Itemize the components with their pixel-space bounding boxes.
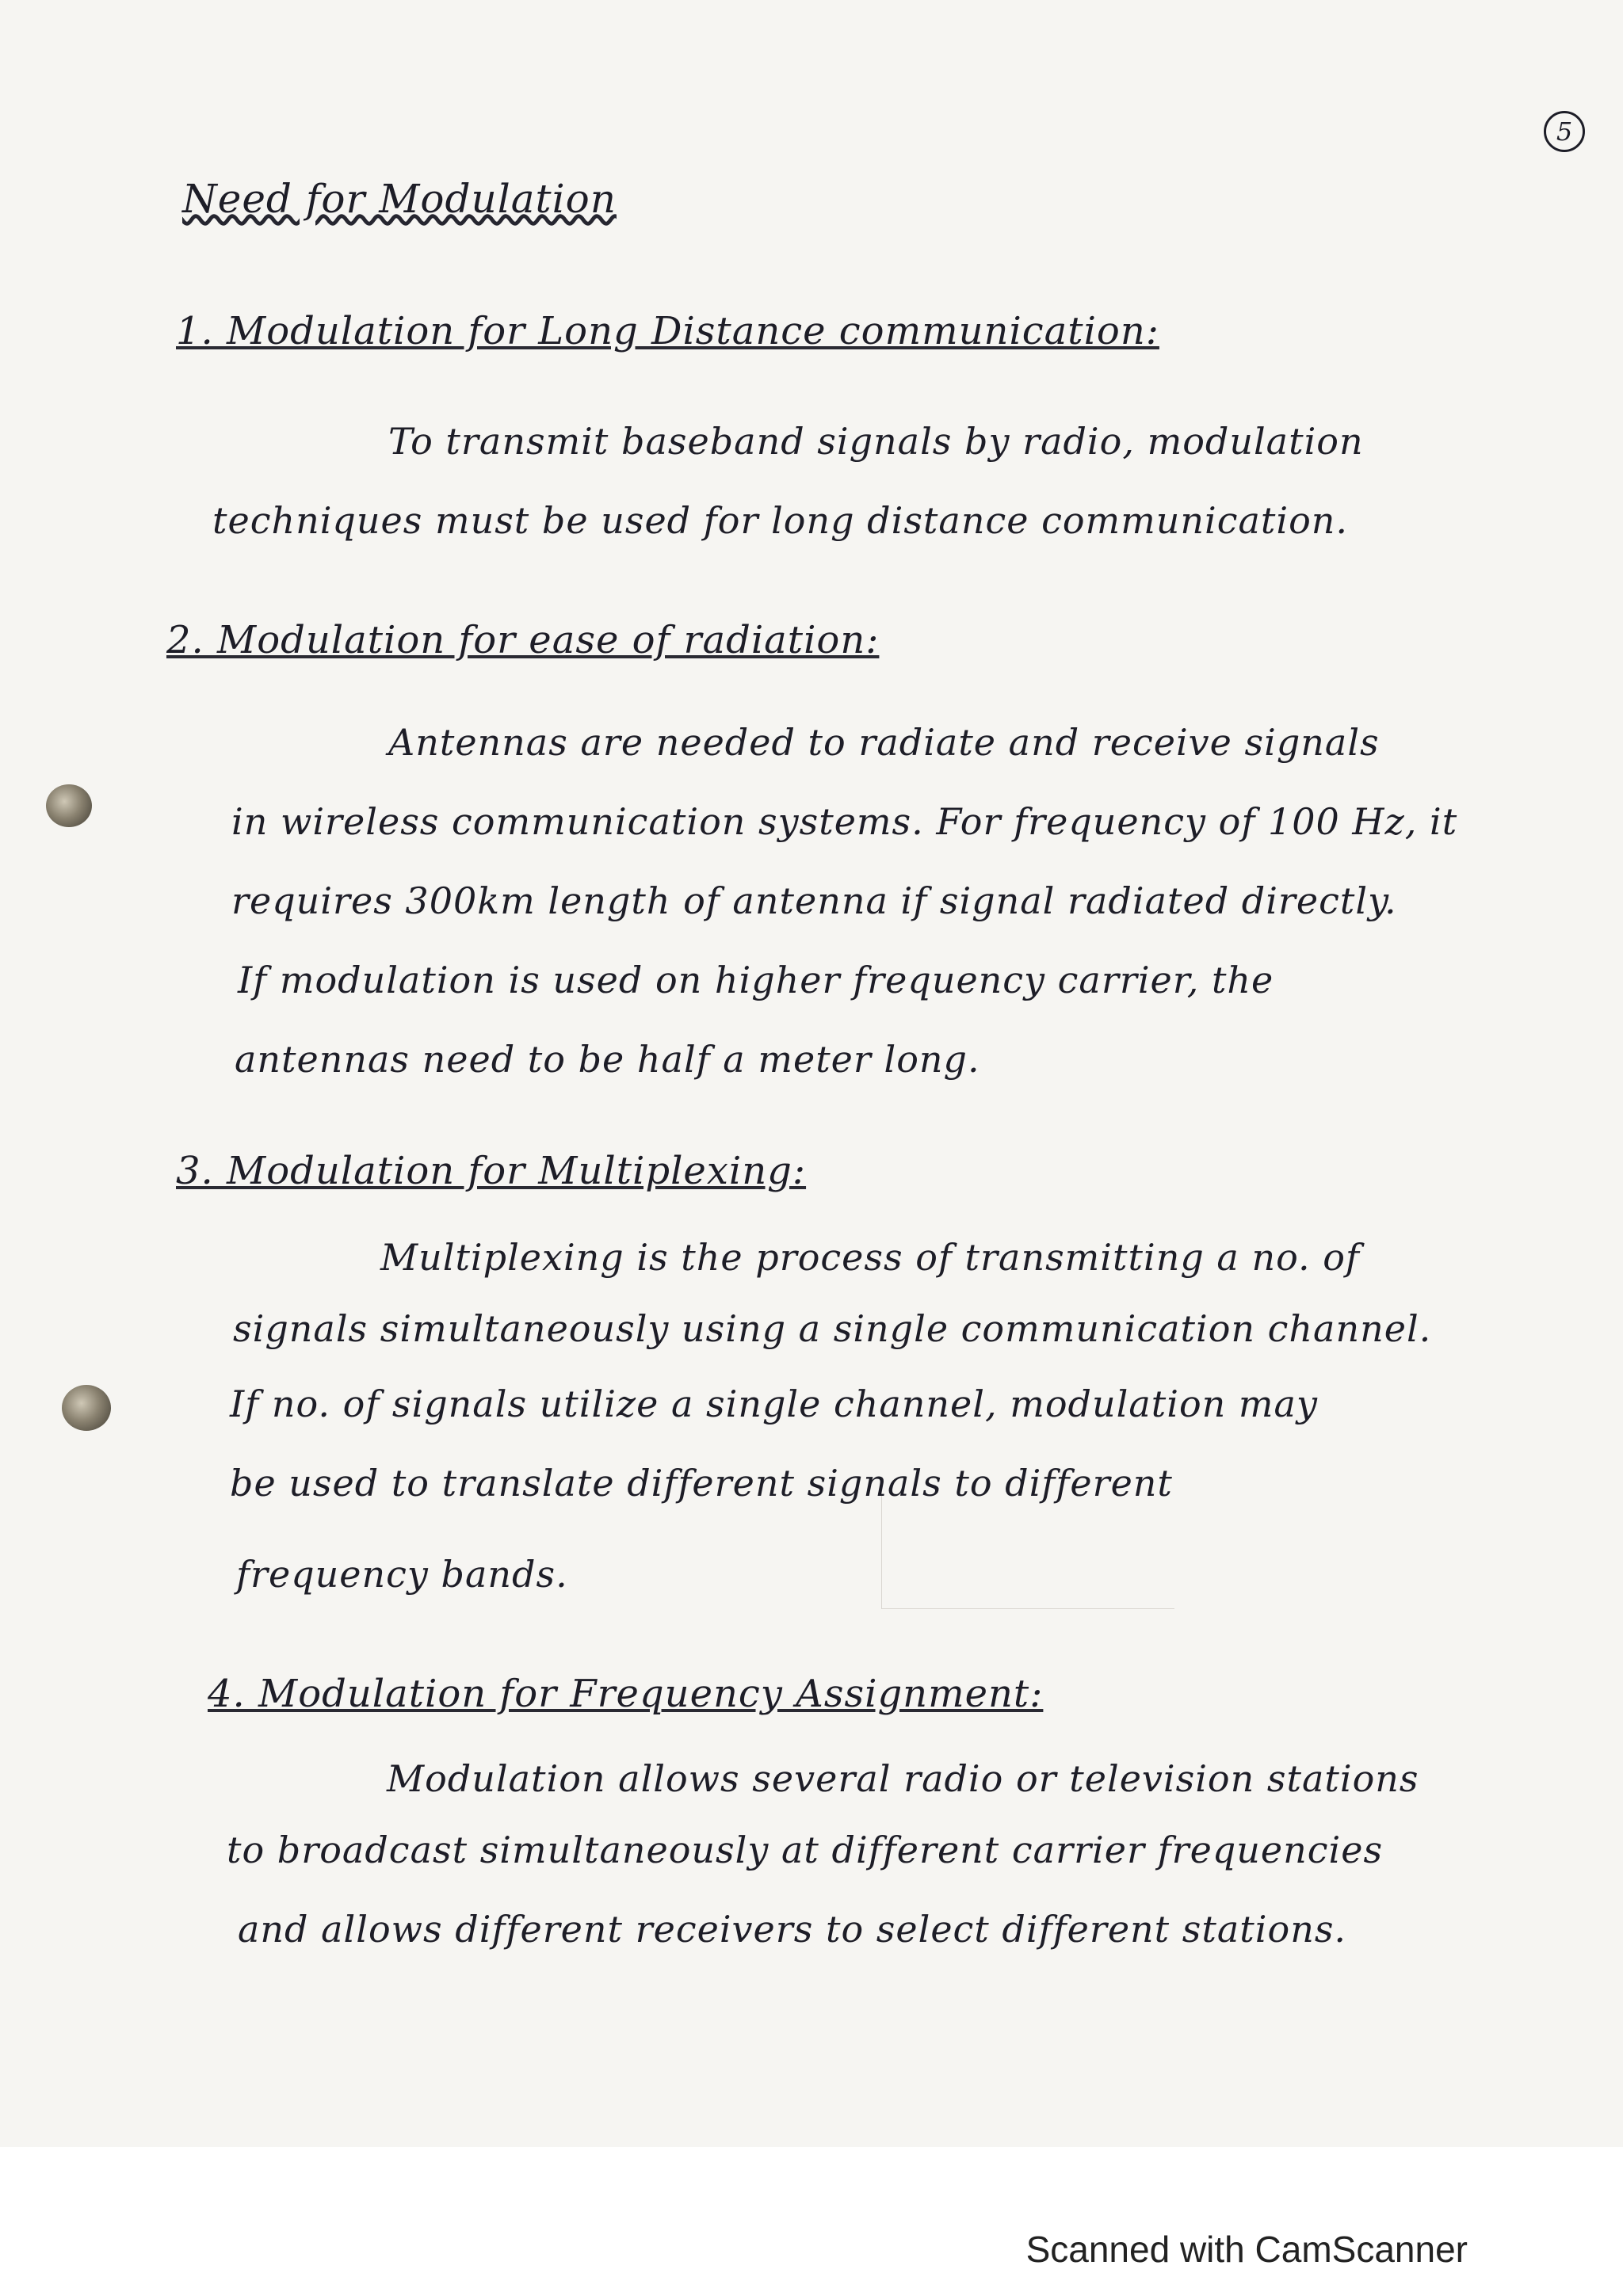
section-heading-3: 3. Modulation for Multiplexing: bbox=[176, 1149, 807, 1193]
section-4-line-1: Modulation allows several radio or television stations bbox=[387, 1757, 1419, 1800]
section-2-line-3: requires 300km length of antenna if signal radiated directly. bbox=[231, 879, 1397, 922]
section-3-line-3: If no. of signals utilize a single channel, modulation may bbox=[230, 1383, 1318, 1425]
section-heading-1: 1. Modulation for Long Distance communication: bbox=[176, 309, 1159, 353]
section-3-line-4: be used to translate different signals to different bbox=[230, 1462, 1173, 1505]
section-4-line-3: and allows different receivers to select different stations. bbox=[238, 1908, 1347, 1951]
section-heading-2: 2. Modulation for ease of radiation: bbox=[166, 618, 880, 662]
scan-margin bbox=[0, 2147, 1623, 2296]
bleed-through-line bbox=[881, 1608, 1174, 1609]
section-heading-4: 4. Modulation for Frequency Assignment: bbox=[208, 1672, 1044, 1716]
punch-hole bbox=[46, 784, 92, 827]
section-2-line-4: If modulation is used on higher frequency carrier, the bbox=[238, 959, 1274, 1001]
section-1-line-2: techniques must be used for long distance communication. bbox=[212, 499, 1349, 542]
section-3-line-5: frequency bands. bbox=[236, 1553, 568, 1596]
section-2-line-2: in wireless communication systems. For frequency of 100 Hz, it bbox=[231, 800, 1458, 843]
scanner-watermark: Scanned with CamScanner bbox=[1025, 2229, 1468, 2270]
bleed-through-line bbox=[881, 1489, 882, 1608]
section-2-line-5: antennas need to be half a meter long. bbox=[235, 1038, 980, 1081]
section-4-line-2: to broadcast simultaneously at different carrier frequencies bbox=[227, 1829, 1384, 1871]
section-1-line-1: To transmit baseband signals by radio, modulation bbox=[388, 420, 1364, 463]
section-3-line-1: Multiplexing is the process of transmitting a no. of bbox=[380, 1236, 1360, 1279]
section-2-line-1: Antennas are needed to radiate and receive signals bbox=[388, 721, 1380, 764]
punch-hole bbox=[62, 1385, 111, 1431]
section-3-line-2: signals simultaneously using a single communication channel. bbox=[233, 1307, 1432, 1350]
page-number: 5 bbox=[1544, 111, 1585, 152]
page-title: Need for Modulation bbox=[182, 176, 617, 222]
